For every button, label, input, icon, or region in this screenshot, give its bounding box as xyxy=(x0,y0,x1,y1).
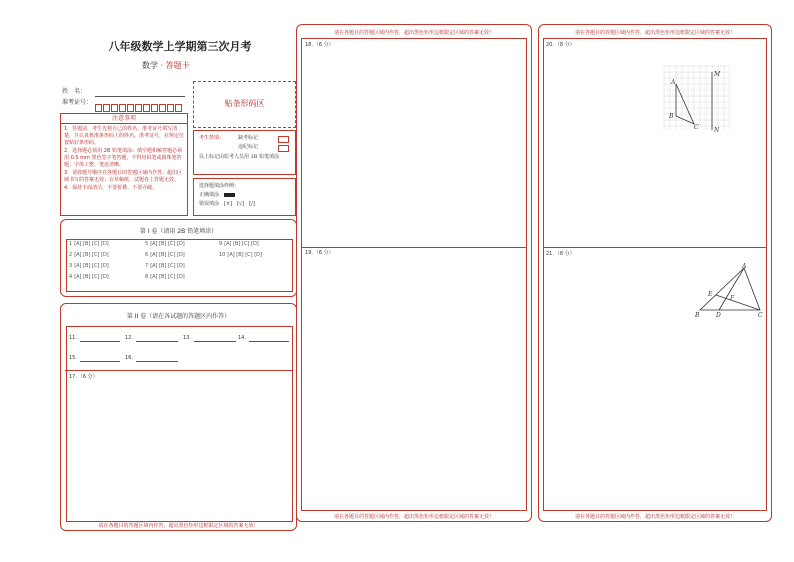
mc-question[interactable]: 3 [A] [B] [C] [D] xyxy=(69,263,109,269)
mc-column-1 xyxy=(69,241,111,285)
violation-mark-box[interactable] xyxy=(278,145,289,152)
name-label: 姓 名： xyxy=(62,88,87,95)
q21-triangle-figure xyxy=(692,262,768,320)
q20-grid-figure xyxy=(662,64,734,132)
note-item: 2．选择题必须用 2B 铅笔填涂；填空题和解答题必须用 0.5 mm 黑色签字笔答题，不得用铅笔或圆珠笔答题；字体工整、笔迹清晰。 xyxy=(64,148,182,168)
subtitle-subject: 数学 xyxy=(142,61,158,70)
id-field[interactable] xyxy=(95,97,183,107)
q20-label: 20．（8 分） xyxy=(546,42,575,48)
label-d: D xyxy=(716,312,721,319)
fill-14-label: 14. xyxy=(238,335,246,341)
fill-16-label: 16. xyxy=(125,355,133,361)
divider xyxy=(543,247,767,248)
mc-question[interactable]: 7 [A] [B] [C] [D] xyxy=(145,263,185,269)
id-label: 准考证号： xyxy=(62,99,93,106)
bottom-warning: 请在各题目的答题区域内作答，超出黑色矩形边框限定区域的答案无效！ xyxy=(333,514,494,520)
divider xyxy=(65,370,292,371)
exam-title: 八年级数学上学期第三次月考 xyxy=(108,40,252,53)
notes-box xyxy=(60,113,188,216)
label-b: B xyxy=(695,312,700,319)
mc-column-2 xyxy=(145,241,187,285)
bottom-warning: 请在各题目的答题区域内作答，超出黑色矩形边框限定区域的答案无效！ xyxy=(574,514,735,520)
subtitle-separator: · xyxy=(160,61,164,70)
bottom-warning: 请在各题目的答题区域内作答，超出黑色矩形边框限定区域的答案无效！ xyxy=(98,523,259,529)
notes-title: 注意事项 xyxy=(61,114,187,124)
fill-13-label: 13. xyxy=(183,335,191,341)
q19-answer-area[interactable] xyxy=(301,258,527,508)
correct-fill-sample xyxy=(224,193,235,197)
divider xyxy=(301,247,527,248)
q21-answer-area[interactable] xyxy=(543,260,688,508)
label-e: E xyxy=(708,291,713,298)
mc-question[interactable]: 8 [A] [B] [C] [D] xyxy=(145,274,185,280)
barcode-area xyxy=(193,81,296,128)
mc-question[interactable]: 10 [A] [B] [C] [D] xyxy=(219,252,262,258)
q17-label: 17．（6 分） xyxy=(69,374,98,380)
wrong-fill-marks: [×] [√] [/] xyxy=(224,201,255,207)
absent-mark-label: 缺考标记 xyxy=(238,135,259,141)
fill-15-label: 15. xyxy=(69,355,77,361)
q19-label: 19．（6 分） xyxy=(305,250,334,256)
fill-11-blank[interactable] xyxy=(80,341,120,342)
fill-11-label: 11. xyxy=(69,335,77,341)
top-warning: 请在各题目的答题区域内作答，超出黑色矩形边框限定区域的答案无效！ xyxy=(574,30,735,36)
fill-sample-title: 选择题填涂样例： xyxy=(199,183,240,189)
segment-ce xyxy=(716,295,760,310)
part2-title: 第 II 卷（请在各试题的答题区内作答） xyxy=(126,313,231,320)
mc-question[interactable]: 6 [A] [B] [C] [D] xyxy=(145,252,185,258)
marks-note: 以上标记由监考人员用 2B 铅笔填涂 xyxy=(199,154,280,160)
notes-list xyxy=(61,124,187,192)
mc-question[interactable]: 1 [A] [B] [C] [D] xyxy=(69,241,109,247)
mc-question[interactable]: 9 [A] [B] [C] [D] xyxy=(219,241,259,247)
fill-sample-box xyxy=(193,178,296,216)
mc-question[interactable]: 2 [A] [B] [C] [D] xyxy=(69,252,109,258)
mc-column-3 xyxy=(219,241,264,263)
violation-mark-label: 违纪标记 xyxy=(238,144,259,150)
marks-box xyxy=(193,130,296,175)
label-m: M xyxy=(714,71,721,78)
marks-label: 考生禁填： xyxy=(199,135,225,141)
label-b: B xyxy=(669,113,674,120)
label-a: A xyxy=(742,263,747,270)
label-c: C xyxy=(758,312,763,319)
label-a: A xyxy=(671,79,676,86)
subtitle-card: 答题卡 xyxy=(165,61,190,70)
fill-14-blank[interactable] xyxy=(249,341,289,342)
absent-mark-box[interactable] xyxy=(278,136,289,143)
label-c: C xyxy=(694,124,699,131)
correct-fill-label: 正确填涂 xyxy=(199,192,220,198)
top-warning: 请在各题目的答题区域内作答，超出黑色矩形边框限定区域的答案无效！ xyxy=(333,30,494,36)
barcode-label: 贴条形码区 xyxy=(224,99,265,108)
note-item: 3．请按题号顺序在各题目的答题区域内作答，超出区域书写的答案无效；在草稿纸、试题卷上答题无效。 xyxy=(64,170,183,183)
label-n: N xyxy=(714,127,720,132)
label-f: F xyxy=(730,295,735,302)
q21-label: 21．（8 分） xyxy=(546,251,575,257)
fill-16-blank[interactable] xyxy=(136,361,178,362)
mc-question[interactable]: 4 [A] [B] [C] [D] xyxy=(69,274,109,280)
triangle-abc xyxy=(700,268,760,310)
part1-title: 第 I 卷（请用 2B 铅笔填涂） xyxy=(139,228,218,235)
fill-12-blank[interactable] xyxy=(136,341,178,342)
wrong-fill-label: 错误填涂 xyxy=(199,201,220,207)
subtitle xyxy=(142,60,190,71)
q20-answer-area[interactable] xyxy=(543,50,658,245)
q18-label: 18．（6 分） xyxy=(305,42,334,48)
note-item: 4．保持卡面清洁，不要折叠、不要弄破。 xyxy=(64,185,158,191)
mc-question[interactable]: 5 [A] [B] [C] [D] xyxy=(145,241,185,247)
fill-12-label: 12. xyxy=(125,335,133,341)
note-item: 1．答题前，考生先将自己的姓名，准考证号填写清楚，并认真核准条形码上的姓名、准考证号，在规定位置贴好条形码。 xyxy=(64,126,185,146)
segment-ad xyxy=(719,268,744,310)
q17-answer-area[interactable] xyxy=(66,382,291,520)
fill-13-blank[interactable] xyxy=(194,341,236,342)
q18-answer-area[interactable] xyxy=(301,50,527,245)
fill-15-blank[interactable] xyxy=(80,361,120,362)
